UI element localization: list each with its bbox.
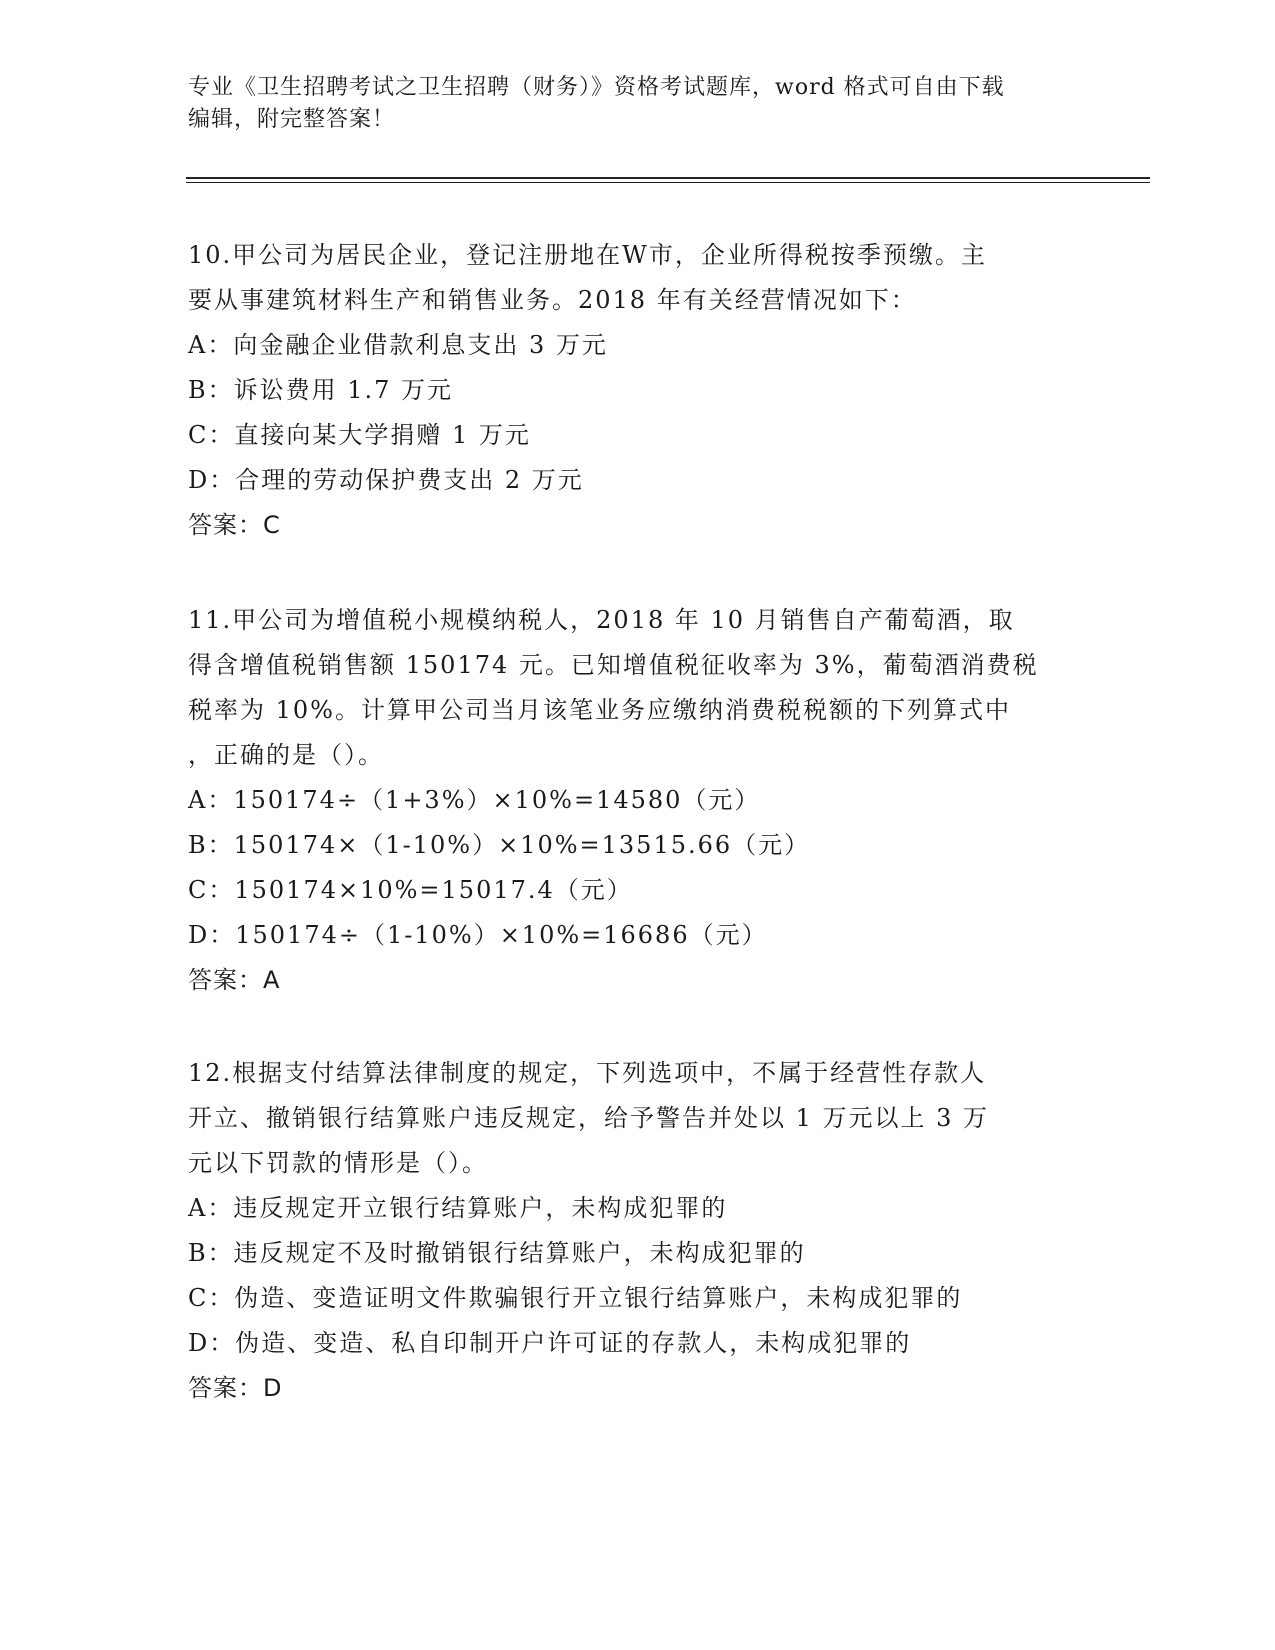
question-stem-line: 要从事建筑材料生产和销售业务。2018 年有关经营情况如下： xyxy=(188,286,917,314)
header-line-2: 编辑，附完整答案！ xyxy=(188,107,396,132)
question-10 xyxy=(188,233,1078,548)
question-stem-line: 开立、撤销银行结算账户违反规定，给予警告并处以 1 万元以上 3 万 xyxy=(188,1104,990,1132)
question-12 xyxy=(188,1051,1078,1411)
option-c: C：直接向某大学捐赠 1 万元 xyxy=(188,421,531,449)
header-rule-thick xyxy=(186,177,1150,179)
question-stem-line: ，正确的是（）。 xyxy=(188,741,384,769)
option-c: C：150174×10%=15017.4（元） xyxy=(188,876,633,904)
option-a: A：违反规定开立银行结算账户，未构成犯罪的 xyxy=(188,1194,728,1222)
answer-line: 答案：D xyxy=(188,1374,283,1402)
answer-line: 答案：C xyxy=(188,511,281,539)
document-header xyxy=(188,72,1068,136)
option-d: D：合理的劳动保护费支出 2 万元 xyxy=(188,466,584,494)
option-a: A：150174÷（1+3%）×10%=14580（元） xyxy=(188,786,761,814)
option-b: B：150174×（1-10%）×10%=13515.66（元） xyxy=(188,831,811,859)
option-d: D：伪造、变造、私自印制开户许可证的存款人，未构成犯罪的 xyxy=(188,1329,912,1357)
question-11 xyxy=(188,598,1078,1003)
option-b: B：违反规定不及时撤销银行结算账户，未构成犯罪的 xyxy=(188,1239,806,1267)
question-stem-line: 10.甲公司为居民企业，登记注册地在W市，企业所得税按季预缴。主 xyxy=(188,241,987,269)
question-stem-line: 11.甲公司为增值税小规模纳税人，2018 年 10 月销售自产葡萄酒，取 xyxy=(188,606,1015,634)
option-a: A：向金融企业借款利息支出 3 万元 xyxy=(188,331,608,359)
header-line-1: 专业《卫生招聘考试之卫生招聘（财务）》资格考试题库，word 格式可自由下载 xyxy=(188,75,1005,100)
header-rule-thin xyxy=(186,182,1150,183)
question-stem-line: 税率为 10%。计算甲公司当月该笔业务应缴纳消费税税额的下列算式中 xyxy=(188,696,1011,724)
option-d: D：150174÷（1-10%）×10%=16686（元） xyxy=(188,921,768,949)
question-stem-line: 元以下罚款的情形是（）。 xyxy=(188,1149,488,1177)
question-stem-line: 12.根据支付结算法律制度的规定，下列选项中，不属于经营性存款人 xyxy=(188,1059,987,1087)
option-c: C：伪造、变造证明文件欺骗银行开立银行结算账户，未构成犯罪的 xyxy=(188,1284,963,1312)
question-stem-line: 得含增值税销售额 150174 元。已知增值税征收率为 3%，葡萄酒消费税 xyxy=(188,651,1039,679)
answer-line: 答案：A xyxy=(188,966,281,994)
option-b: B：诉讼费用 1.7 万元 xyxy=(188,376,454,404)
